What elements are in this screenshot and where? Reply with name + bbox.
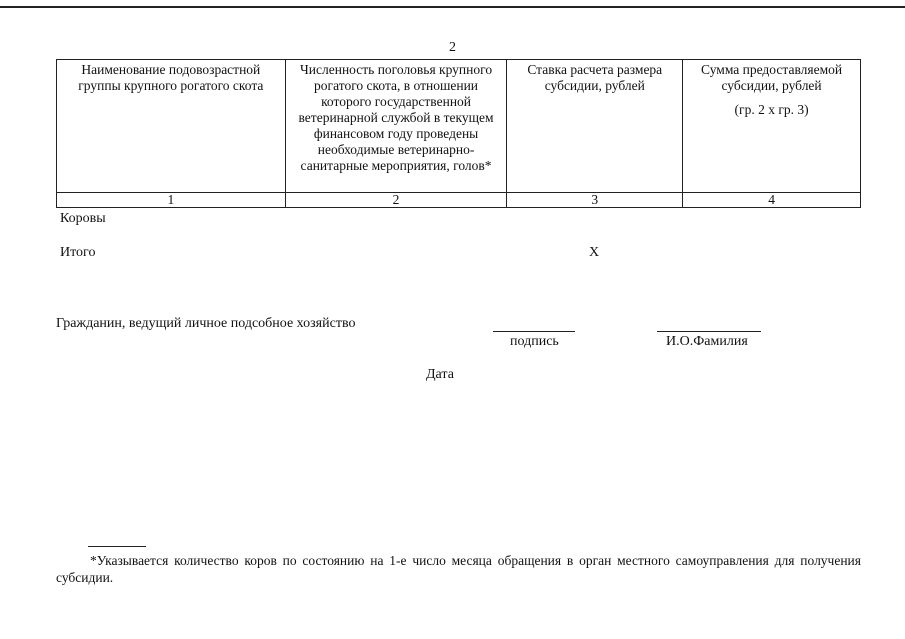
footnote-separator [88,546,146,547]
citizen-label: Гражданин, ведущий личное подсобное хозяйство [56,316,356,331]
header-cell-headcount: Численность поголовья крупного рогатого скота, в отношении которого государственной ветеринарной службой в текущем финансовом году проведены необходимые ветеринарно-санитарные мероприятия, голов* [285,60,507,193]
header-sum-formula: (гр. 2 х гр. 3) [734,102,809,117]
name-caption: И.О.Фамилия [666,334,748,349]
name-line [657,331,761,332]
column-number-2: 2 [285,193,507,208]
column-number-3: 3 [507,193,683,208]
column-number-row [57,193,861,208]
subsidy-table [56,59,861,208]
table-header-row [57,60,861,193]
row-label-total: Итого [60,245,96,260]
column-number-4: 4 [683,193,861,208]
footnote-text: *Указывается количество коров по состоянию на 1-е число месяца обращения в орган местного самоуправления для получения субсидии. [56,553,861,585]
header-cell-rate: Ставка расчета размера субсидии, рублей [507,60,683,193]
signature-caption: подпись [510,334,559,349]
row-label-cows: Коровы [60,211,106,226]
date-label: Дата [426,367,454,382]
header-sum-label: Сумма предоставляемой субсидии, рублей [701,62,843,93]
page-number: 2 [449,40,456,55]
header-cell-group: Наименование подовозрастной группы крупного рогатого скота [57,60,286,193]
total-x-mark: Х [589,245,600,260]
header-cell-sum [683,60,861,193]
signature-line [493,331,575,332]
top-border-line [0,6,905,8]
column-number-1: 1 [57,193,286,208]
